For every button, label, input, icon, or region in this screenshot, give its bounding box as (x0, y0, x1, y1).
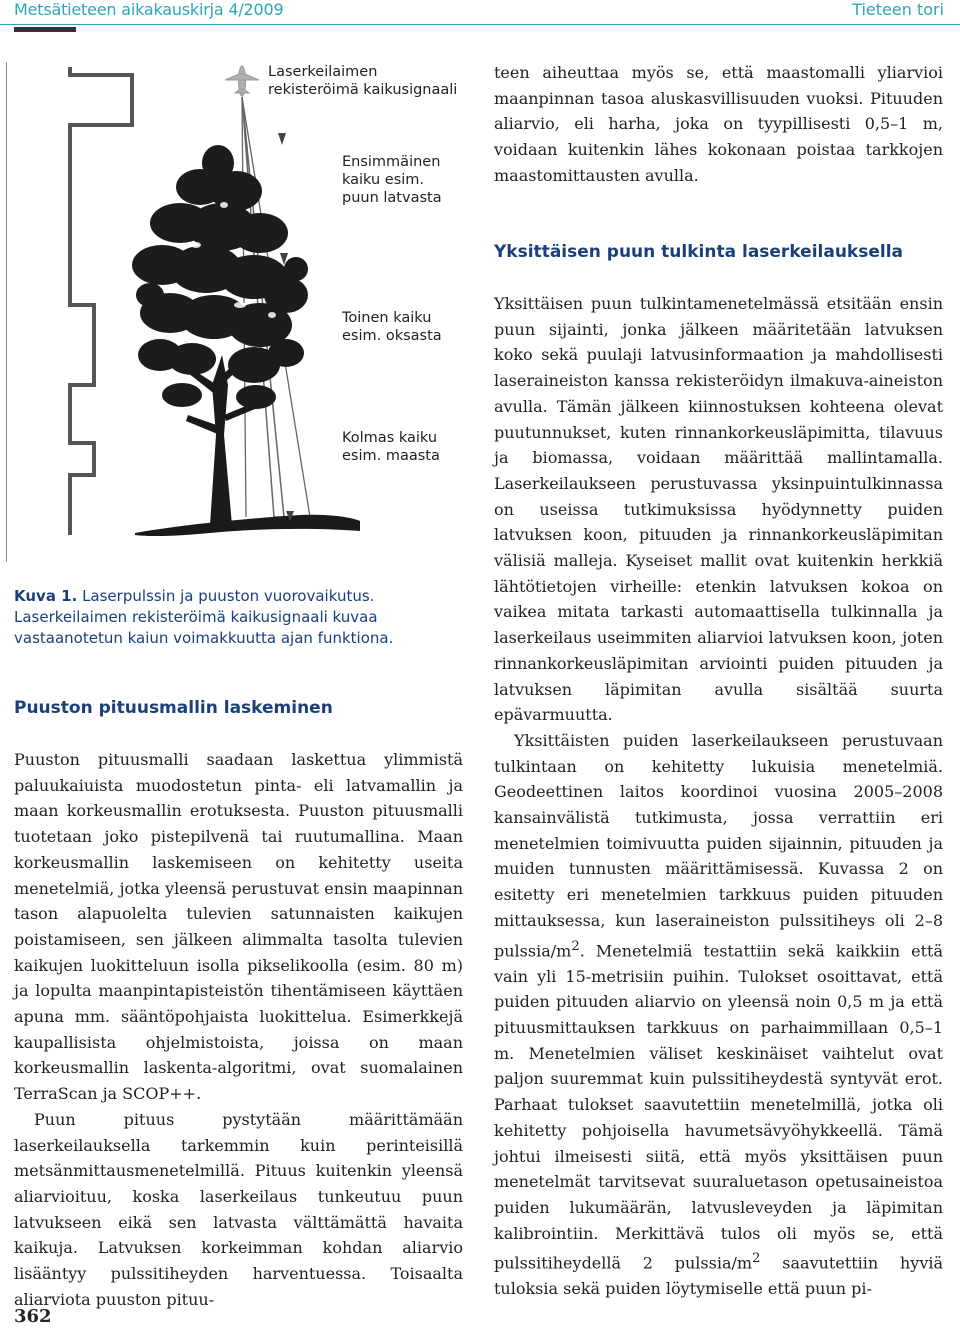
tree-trunk (210, 355, 232, 525)
right-paragraph-1: Yksittäisen puun tulkintamenetelmässä etsitään ensin puun sijainti, jonka jälkeen määritetään latvuksen koko sekä puulaji latvusinformaation ja mahdollisesti laseraineiston kanssa rekisteröidyn ilmakuva-aineiston avulla. Tämän jälkeen kiinnostuksen kohteena olevat puutunnukset, kuten rinnankorkeusläpimitta, tilavuus ja biomassa, voidaan määrittää mallintamalla. Laserkeilaukseen perustuvassa yksinpuintulkinnassa on useissa tutkimuksissa hyödynnetty puiden latvuksen koon, pituuden ja rinnankorkeusläpimitan välisiä malleja. Kyseiset mallit ovat kuitenkin herkkiä lähtötietojen virheille: etenkin latvuksen kokoa on vaikea mitata tarkasti automaattisella tulkinnalla ja laserkeilaus useimmiten aliarvioi latvuksen koon, joten rinnankorkeusläpimitan arviointi puiden pituuden ja latvuksen läpimitan avulla sisältää suurta epävarmuutta. (494, 294, 943, 725)
header-tab-mark (14, 27, 76, 32)
caption-label: Kuva 1. (14, 587, 78, 605)
left-column-body (14, 747, 463, 1312)
header-rule (0, 24, 960, 25)
section-title: Tieteen tori (852, 0, 944, 19)
page-header (0, 0, 960, 24)
journal-title: Metsätieteen aikakauskirja 4/2009 (14, 0, 284, 19)
airplane-icon (225, 66, 259, 96)
figure-caption (14, 586, 464, 649)
label-second-echo: Toinen kaiku esim. oksasta (342, 310, 442, 344)
right-paragraph-2: Yksittäisten puiden laserkeilaukseen perustuvaan tulkintaan on kehitetty lukuisia menetelmiä. Geodeettinen laitos koordinoi vuosina 2005–2008 kansainvälistä tutkimusta, jossa verrattiin eri menetelmien toimivuutta puiden sijainnin, pituuden ja muiden tunnusten määrittämisessä. Kuvassa 2 on esitetty eri menetelmien tarkkuus puiden pituuden mittauksessa, kun laseraineiston pulssitiheys oli 2–8 pulssia/$m^2$. Menetelmiä testattiin sekä kaikkiin että vain yli 15-metrisiin puihin. Tulokset osoittavat, että puiden pituuden aliarvio on yleensä noin 0,5 m ja että pituusmittauksen tarkkuus on parhaimmillaan 0,5–1 m. Menetelmien väliset keskinäiset vaihtelut ovat paljon suuremmat kuin pulssitiheydestä syntyvät erot. Parhaat tulokset saavutettiin menetelmillä, jotka oli kehitetty pohjoisella havumetsävyöhykkeellä. Tämä johtui ilmeisesti siitä, että myös yksittäisen puun menetelmät tarvitsevat suuraluetason opetusaineistoa puiden lukumäärän, latvusleveyden ja läpimitan kalibrointiin. Merkittävä tulos oli myös se, että pulssitiheydellä 2 pulssia/$m^2$ saavutettiin hyviä tuloksia sekä puiden löytymiselle että puun pi- (494, 730, 944, 1299)
right-column-body (494, 291, 943, 1302)
left-paragraph-2: Puun pituus pystytään määrittämään laserkeilauksella tarkemmin kuin perinteisillä metsänmittausmenetelmillä. Pituus kuitenkin yleensä aliarvioituu, koska laserkeilaus tunkeutuu puun latvukseen eikä sen latvasta välttämättä havaita kaikuja. Latvuksen korkeimman kohdan aliarvio lisääntyy pulssitiheyden harventuessa. Toisaalta aliarviota puuston pituu- (14, 1109, 463, 1309)
label-first-echo: Ensimmäinen kaiku esim. puun latvasta (342, 154, 442, 206)
page-number: 362 (14, 1306, 52, 1327)
figure-laser-tree (10, 55, 480, 575)
label-laser-signal: Laserkeilaimen rekisteröimä kaikusignaali (268, 64, 458, 98)
ground (135, 515, 360, 536)
column-rule (6, 62, 7, 562)
heading-single-tree: Yksittäisen puun tulkinta laserkeilauksella (494, 242, 904, 262)
caption-text: Laserpulssin ja puuston vuorovaikutus. Laserkeilaimen rekisteröimä kaikusignaali kuvaa vastaanotetun kaiun voimakkuutta ajan funktiona. (14, 587, 394, 647)
left-paragraph-1: Puuston pituusmalli saadaan laskettua ylimmistä paluukaiuista muodostetun pinta- eli latvamallin ja maan korkeusmallin erotuksesta. Puuston pituusmalli tuotetaan joko pistepilvenä tai ruutumallina. Maan korkeusmallin laskemiseen on kehitetty useita menetelmiä, jotka yleensä perustuvat ensin maapinnan tason alapuolelta tulevien satunnaisten kaikujen poistamiseen, sen jälkeen alimmalta tasolta tulevien kaikujen luokitteluun isolla pikselikoolla (esim. 80 m) ja lopulta maanpintapisteistön tihentämiseen käyttäen apuna mm. sääntöpohjaista luokittelua. Esimerkkejä kaupallisista ohjelmistoista, joissa on maan korkeusmallin laskenta-algoritmi, ovat suomalainen TerraScan ja SCOP++. (14, 750, 463, 1104)
right-column-intro (494, 60, 943, 189)
echo-waveform (70, 67, 132, 535)
heading-height-model: Puuston pituusmallin laskeminen (14, 698, 333, 718)
first-echo-marker (278, 133, 286, 145)
label-third-echo: Kolmas kaiku esim. maasta (342, 430, 440, 464)
right-intro-paragraph: teen aiheuttaa myös se, että maastomalli yliarvioi maanpinnan tasoa aluskasvillisuuden vuoksi. Pituuden aliarvio, eli harha, joka on tyypillisesti 0,5–1 m, voidaan kuitenkin lähes kokonaan poistaa tarkkojen maastomittausten avulla. (494, 63, 943, 185)
